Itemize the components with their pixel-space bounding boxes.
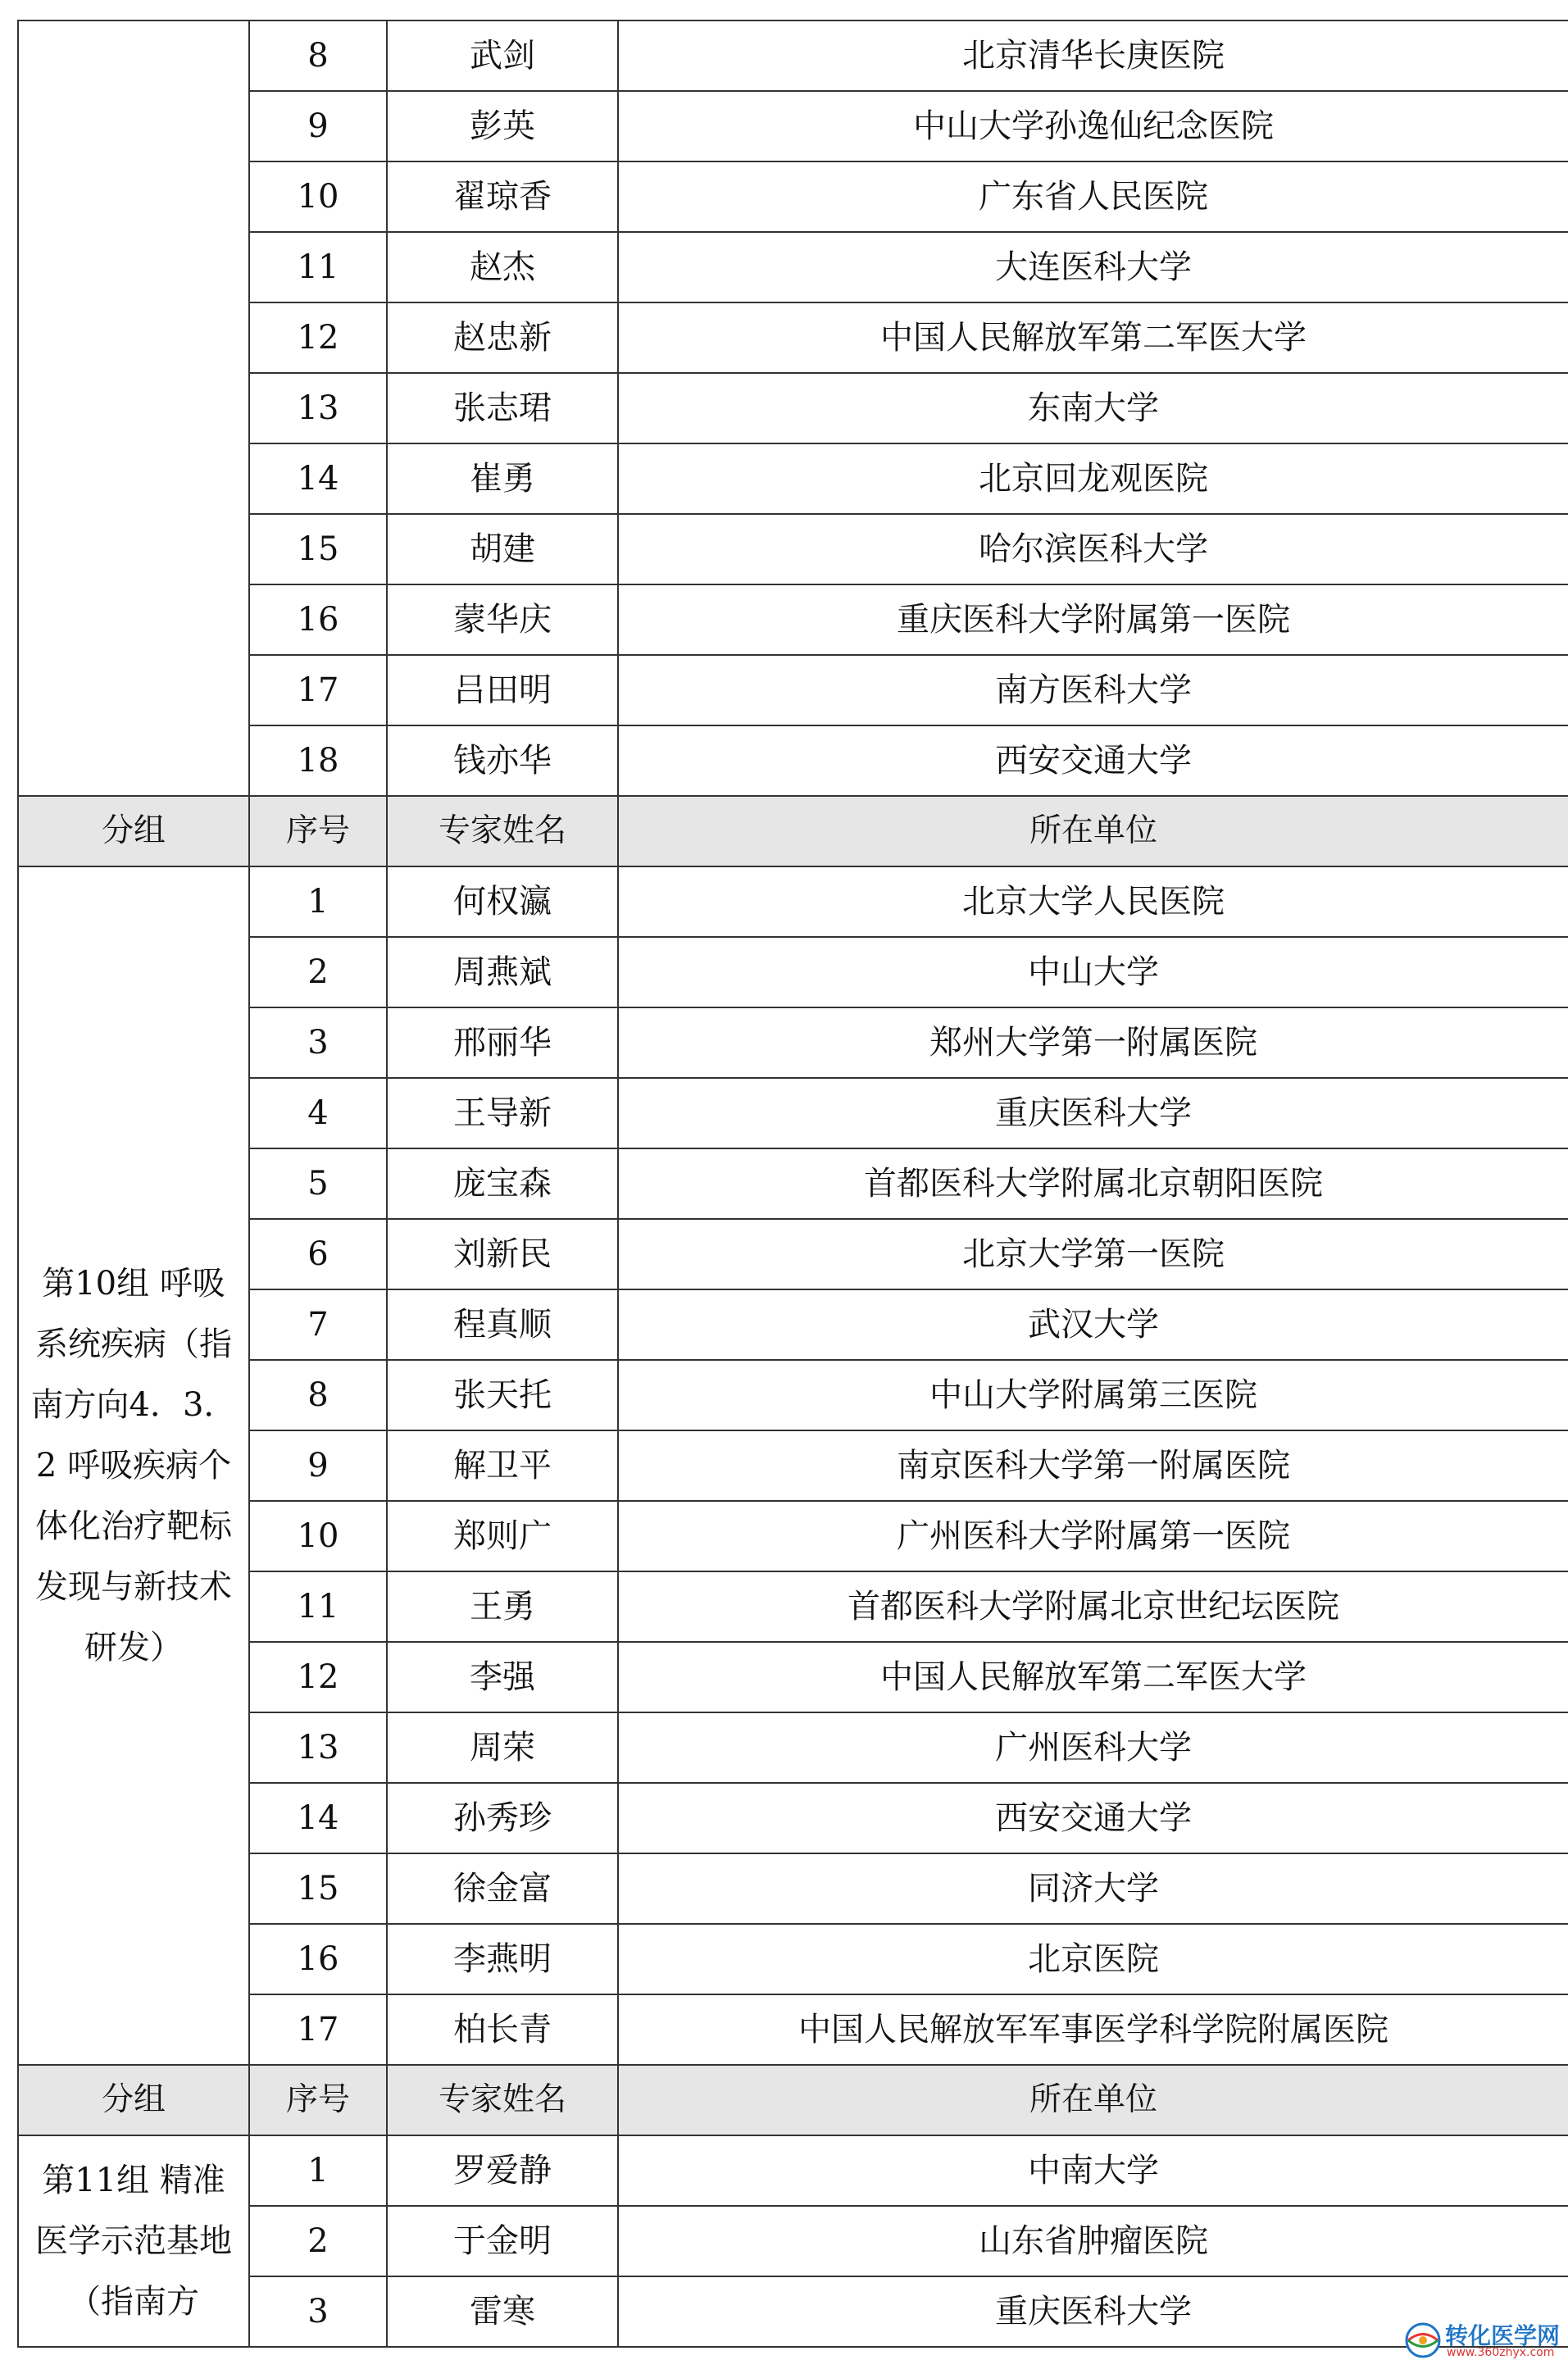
name-cell: 崔勇 xyxy=(387,443,618,514)
seq-cell: 1 xyxy=(249,866,387,937)
seq-cell: 16 xyxy=(249,584,387,655)
group-cell: 第11组 精准医学示范基地（指南方 xyxy=(18,2135,249,2347)
name-cell: 程真顺 xyxy=(387,1289,618,1360)
unit-cell: 南京医科大学第一附属医院 xyxy=(618,1430,1568,1501)
header-row xyxy=(18,2065,1568,2135)
seq-cell: 15 xyxy=(249,514,387,584)
header-name: 专家姓名 xyxy=(387,2065,618,2135)
table-row xyxy=(18,1219,1568,1289)
table-row xyxy=(18,161,1568,232)
table-row xyxy=(18,1289,1568,1360)
seq-cell: 15 xyxy=(249,1853,387,1924)
table-row xyxy=(18,373,1568,443)
name-cell: 王导新 xyxy=(387,1078,618,1148)
table-row xyxy=(18,232,1568,302)
seq-cell: 1 xyxy=(249,2135,387,2206)
seq-cell: 8 xyxy=(249,1360,387,1430)
table-row xyxy=(18,91,1568,161)
table-row xyxy=(18,1148,1568,1219)
table-row xyxy=(18,2276,1568,2347)
seq-cell: 7 xyxy=(249,1289,387,1360)
unit-cell: 中山大学附属第三医院 xyxy=(618,1360,1568,1430)
unit-cell: 北京大学第一医院 xyxy=(618,1219,1568,1289)
name-cell: 赵忠新 xyxy=(387,302,618,373)
seq-cell: 14 xyxy=(249,1783,387,1853)
table-row xyxy=(18,725,1568,796)
seq-cell: 16 xyxy=(249,1924,387,1994)
unit-cell: 西安交通大学 xyxy=(618,1783,1568,1853)
name-cell: 刘新民 xyxy=(387,1219,618,1289)
table-row xyxy=(18,866,1568,937)
seq-cell: 9 xyxy=(249,1430,387,1501)
name-cell: 李强 xyxy=(387,1642,618,1712)
name-cell: 于金明 xyxy=(387,2206,618,2276)
header-row xyxy=(18,796,1568,866)
unit-cell: 广州医科大学附属第一医院 xyxy=(618,1501,1568,1571)
name-cell: 李燕明 xyxy=(387,1924,618,1994)
name-cell: 王勇 xyxy=(387,1571,618,1642)
name-cell: 翟琼香 xyxy=(387,161,618,232)
header-name: 专家姓名 xyxy=(387,796,618,866)
seq-cell: 2 xyxy=(249,2206,387,2276)
unit-cell: 南方医科大学 xyxy=(618,655,1568,725)
table-row xyxy=(18,584,1568,655)
table-row xyxy=(18,1078,1568,1148)
unit-cell: 重庆医科大学附属第一医院 xyxy=(618,584,1568,655)
table-row xyxy=(18,1007,1568,1078)
header-group: 分组 xyxy=(18,2065,249,2135)
table-row xyxy=(18,1642,1568,1712)
table-row xyxy=(18,1360,1568,1430)
expert-table xyxy=(17,20,1568,2348)
expert-list-document xyxy=(17,20,1568,2348)
header-unit: 所在单位 xyxy=(618,2065,1568,2135)
unit-cell: 重庆医科大学 xyxy=(618,2276,1568,2347)
unit-cell: 北京回龙观医院 xyxy=(618,443,1568,514)
unit-cell: 中山大学孙逸仙纪念医院 xyxy=(618,91,1568,161)
table-row xyxy=(18,1712,1568,1783)
seq-cell: 8 xyxy=(249,20,387,91)
name-cell: 罗爱静 xyxy=(387,2135,618,2206)
seq-cell: 17 xyxy=(249,655,387,725)
unit-cell: 东南大学 xyxy=(618,373,1568,443)
unit-cell: 中国人民解放军第二军医大学 xyxy=(618,1642,1568,1712)
header-group: 分组 xyxy=(18,796,249,866)
name-cell: 解卫平 xyxy=(387,1430,618,1501)
unit-cell: 中国人民解放军军事医学科学院附属医院 xyxy=(618,1994,1568,2065)
name-cell: 蒙华庆 xyxy=(387,584,618,655)
group-cell xyxy=(18,20,249,796)
name-cell: 徐金富 xyxy=(387,1853,618,1924)
name-cell: 彭英 xyxy=(387,91,618,161)
seq-cell: 13 xyxy=(249,1712,387,1783)
unit-cell: 武汉大学 xyxy=(618,1289,1568,1360)
unit-cell: 山东省肿瘤医院 xyxy=(618,2206,1568,2276)
table-row xyxy=(18,1783,1568,1853)
name-cell: 柏长青 xyxy=(387,1994,618,2065)
unit-cell: 首都医科大学附属北京朝阳医院 xyxy=(618,1148,1568,1219)
seq-cell: 3 xyxy=(249,1007,387,1078)
table-row xyxy=(18,1924,1568,1994)
header-seq: 序号 xyxy=(249,2065,387,2135)
name-cell: 何权瀛 xyxy=(387,866,618,937)
site-watermark xyxy=(1404,2317,1560,2362)
name-cell: 雷寒 xyxy=(387,2276,618,2347)
seq-cell: 5 xyxy=(249,1148,387,1219)
name-cell: 张志珺 xyxy=(387,373,618,443)
seq-cell: 13 xyxy=(249,373,387,443)
globe-logo-icon xyxy=(1404,2321,1442,2359)
name-cell: 郑则广 xyxy=(387,1501,618,1571)
name-cell: 武剑 xyxy=(387,20,618,91)
seq-cell: 14 xyxy=(249,443,387,514)
name-cell: 钱亦华 xyxy=(387,725,618,796)
seq-cell: 9 xyxy=(249,91,387,161)
table-row xyxy=(18,2135,1568,2206)
unit-cell: 广州医科大学 xyxy=(618,1712,1568,1783)
seq-cell: 18 xyxy=(249,725,387,796)
table-row xyxy=(18,514,1568,584)
table-row xyxy=(18,443,1568,514)
table-row xyxy=(18,302,1568,373)
name-cell: 周燕斌 xyxy=(387,937,618,1007)
seq-cell: 3 xyxy=(249,2276,387,2347)
seq-cell: 12 xyxy=(249,1642,387,1712)
unit-cell: 北京医院 xyxy=(618,1924,1568,1994)
name-cell: 吕田明 xyxy=(387,655,618,725)
name-cell: 庞宝森 xyxy=(387,1148,618,1219)
group-cell: 第10组 呼吸系统疾病（指南方向4．3．2 呼吸疾病个体化治疗靶标发现与新技术研发） xyxy=(18,866,249,2065)
unit-cell: 首都医科大学附属北京世纪坛医院 xyxy=(618,1571,1568,1642)
name-cell: 张天托 xyxy=(387,1360,618,1430)
unit-cell: 中国人民解放军第二军医大学 xyxy=(618,302,1568,373)
seq-cell: 6 xyxy=(249,1219,387,1289)
table-row xyxy=(18,655,1568,725)
watermark-text: 转化医学网 xyxy=(1445,2322,1561,2349)
table-row xyxy=(18,2206,1568,2276)
table-row xyxy=(18,1501,1568,1571)
seq-cell: 4 xyxy=(249,1078,387,1148)
name-cell: 周荣 xyxy=(387,1712,618,1783)
unit-cell: 北京大学人民医院 xyxy=(618,866,1568,937)
table-row xyxy=(18,1994,1568,2065)
unit-cell: 中南大学 xyxy=(618,2135,1568,2206)
unit-cell: 哈尔滨医科大学 xyxy=(618,514,1568,584)
name-cell: 邢丽华 xyxy=(387,1007,618,1078)
unit-cell: 同济大学 xyxy=(618,1853,1568,1924)
unit-cell: 重庆医科大学 xyxy=(618,1078,1568,1148)
name-cell: 胡建 xyxy=(387,514,618,584)
watermark-url: www.360zhyx.com xyxy=(1447,2346,1555,2359)
seq-cell: 2 xyxy=(249,937,387,1007)
seq-cell: 12 xyxy=(249,302,387,373)
seq-cell: 10 xyxy=(249,1501,387,1571)
name-cell: 孙秀珍 xyxy=(387,1783,618,1853)
seq-cell: 11 xyxy=(249,1571,387,1642)
unit-cell: 广东省人民医院 xyxy=(618,161,1568,232)
table-row xyxy=(18,1430,1568,1501)
unit-cell: 大连医科大学 xyxy=(618,232,1568,302)
unit-cell: 中山大学 xyxy=(618,937,1568,1007)
name-cell: 赵杰 xyxy=(387,232,618,302)
seq-cell: 17 xyxy=(249,1994,387,2065)
seq-cell: 11 xyxy=(249,232,387,302)
table-row xyxy=(18,20,1568,91)
table-row xyxy=(18,1853,1568,1924)
table-row xyxy=(18,1571,1568,1642)
seq-cell: 10 xyxy=(249,161,387,232)
table-row xyxy=(18,937,1568,1007)
header-unit: 所在单位 xyxy=(618,796,1568,866)
unit-cell: 北京清华长庚医院 xyxy=(618,20,1568,91)
header-seq: 序号 xyxy=(249,796,387,866)
unit-cell: 西安交通大学 xyxy=(618,725,1568,796)
unit-cell: 郑州大学第一附属医院 xyxy=(618,1007,1568,1078)
